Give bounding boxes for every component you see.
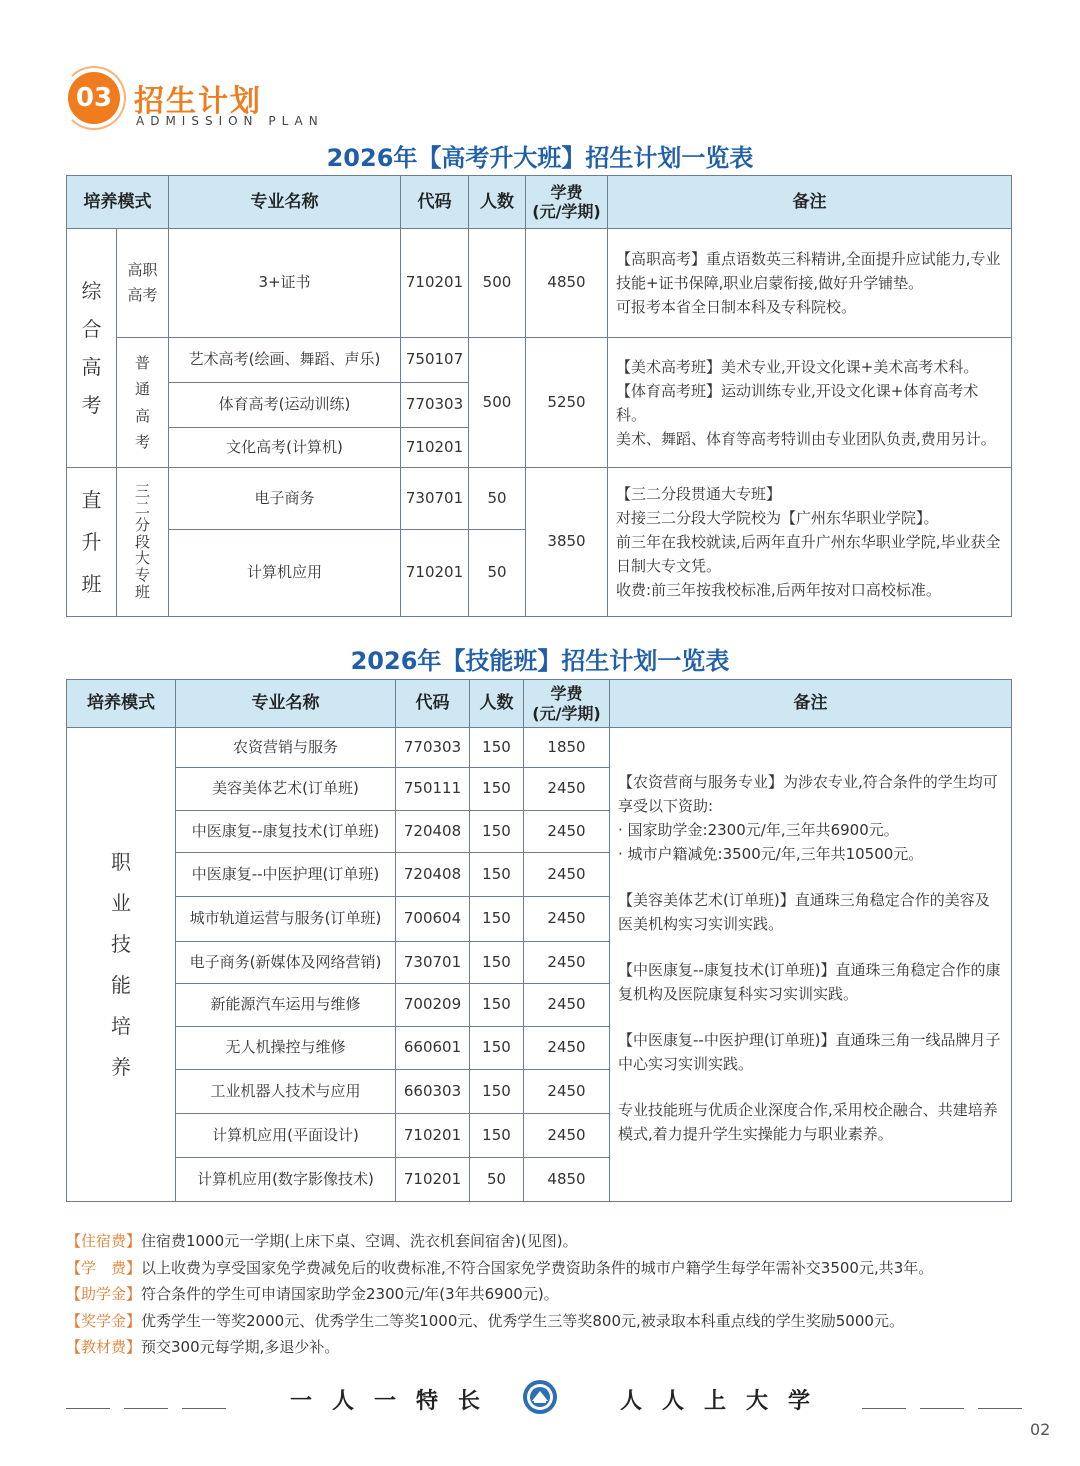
code-cell: 710201	[396, 1158, 470, 1202]
major-cell: 中医康复--康复技术(订单班)	[176, 811, 396, 853]
note-line: 【中医康复--中医护理(订单班)】直通珠三角一线品牌月子中心实习实训实践。	[618, 1031, 1001, 1073]
code-cell: 710201	[401, 229, 469, 338]
note-line: · 城市户籍减免:3500元/年,三年共10500元。	[618, 845, 924, 863]
count-cell: 150	[470, 768, 524, 811]
fee-text: 优秀学生一等奖2000元、优秀学生二等奖1000元、优秀学生三等奖800元,被录取本科重点线的学生奖励5000元。	[141, 1311, 904, 1330]
note-line: 收费:前三年按我校标准,后两年按对口高校标准。	[616, 581, 941, 599]
header-count: 人数	[469, 176, 526, 229]
header-major: 专业名称	[176, 680, 396, 728]
count-cell: 500	[469, 229, 526, 338]
header-code: 代码	[401, 176, 469, 229]
major-cell: 无人机操控与维修	[176, 1027, 396, 1070]
note-line: 专业技能班与优质企业深度合作,采用校企融合、共建培养模式,着力提升学生实操能力与职业素养。	[618, 1101, 998, 1143]
code-cell: 750111	[396, 768, 470, 811]
fee-line	[66, 1308, 1026, 1335]
note-line: 【美术高考班】美术专业,开设文化课+美术高考术科。	[616, 357, 979, 376]
fee-cell: 2450	[524, 853, 610, 897]
fee-cell: 2450	[524, 942, 610, 984]
fee-text: 符合条件的学生可申请国家助学金2300元/年(3年共6900元)。	[141, 1285, 559, 1303]
fee-cell: 5250	[526, 338, 608, 468]
group-comprehensive: 综 合 高 考	[67, 229, 117, 468]
table1	[66, 175, 1012, 617]
code-cell: 770303	[396, 728, 470, 768]
note-line: 【美容美体艺术(订单班)】直通珠三角稳定合作的美容及医美机构实习实训实践。	[618, 891, 990, 933]
code-cell: 770303	[401, 383, 469, 428]
count-cell: 150	[470, 728, 524, 768]
school-emblem-icon	[522, 1379, 558, 1415]
major-cell: 计算机应用	[169, 530, 401, 617]
count-cell: 50	[469, 468, 526, 530]
subgroup-32: 三 二 分 段 大 专 班	[117, 468, 169, 617]
count-cell: 150	[470, 1114, 524, 1158]
count-cell: 50	[470, 1158, 524, 1202]
code-cell: 710201	[401, 428, 469, 468]
code-cell: 660601	[396, 1027, 470, 1070]
major-cell: 体育高考(运动训练)	[169, 383, 401, 428]
table2	[66, 679, 1012, 1202]
fee-text: 以上收费为享受国家免学费减免后的收费标准,不符合国家免学费资助条件的城市户籍学生每学年需补交3500元,共3年。	[141, 1258, 934, 1277]
count-cell: 150	[470, 1027, 524, 1070]
count-cell: 150	[470, 897, 524, 942]
motto-left: 一人一特长	[290, 1388, 501, 1414]
code-cell: 710201	[401, 530, 469, 617]
code-cell: 710201	[396, 1114, 470, 1158]
code-cell: 750107	[401, 338, 469, 383]
code-cell: 730701	[401, 468, 469, 530]
fee-label: 【奖学金】	[66, 1311, 142, 1330]
footer-divider-right	[862, 1394, 1036, 1413]
subgroup-vocational: 高职 高考	[117, 229, 169, 338]
major-cell: 中医康复--中医护理(订单班)	[176, 853, 396, 897]
note-line: 对接三二分段大学院校为【广州东华职业学院】。	[616, 509, 939, 527]
note-line: 【中医康复--康复技术(订单班)】直通珠三角稳定合作的康复机构及医院康复科实习实训实践。	[618, 961, 1001, 1003]
header-mode: 培养模式	[67, 176, 169, 229]
count-cell: 150	[470, 942, 524, 984]
count-cell: 150	[470, 1070, 524, 1114]
major-cell: 文化高考(计算机)	[169, 428, 401, 468]
major-cell: 美容美体艺术(订单班)	[176, 768, 396, 811]
major-cell: 工业机器人技术与应用	[176, 1070, 396, 1114]
fee-cell: 2450	[524, 1070, 610, 1114]
fee-label: 【教材费】	[66, 1338, 142, 1356]
fee-cell: 2450	[524, 1027, 610, 1070]
note-ordinary	[608, 338, 1012, 468]
major-cell: 新能源汽车运用与维修	[176, 984, 396, 1027]
header-mode: 培养模式	[67, 680, 176, 728]
fee-label: 【助学金】	[66, 1285, 142, 1303]
motto-right: 人人上大学	[620, 1388, 831, 1414]
count-cell: 500	[469, 338, 526, 468]
fee-cell: 2450	[524, 984, 610, 1027]
major-cell: 电子商务(新媒体及网络营销)	[176, 942, 396, 984]
header-note: 备注	[610, 680, 1012, 728]
fee-line	[66, 1228, 1026, 1255]
footer-divider-left	[66, 1394, 240, 1413]
code-cell: 660303	[396, 1070, 470, 1114]
fee-cell: 2450	[524, 897, 610, 942]
code-cell: 700604	[396, 897, 470, 942]
note-line: 可报考本省全日制本科及专科院校。	[616, 298, 857, 316]
note-direct	[608, 468, 1012, 617]
note-line: 美术、舞蹈、体育等高考特训由专业团队负责,费用另计。	[616, 429, 996, 448]
note-line: 【农资营商与服务专业】为涉农专业,符合条件的学生均可享受以下资助:	[618, 773, 998, 815]
fee-cell: 4850	[524, 1158, 610, 1202]
code-cell: 730701	[396, 942, 470, 984]
header-fee: 学费 (元/学期)	[524, 680, 610, 728]
major-cell: 3+证书	[169, 229, 401, 338]
fee-label: 【学 费】	[66, 1258, 142, 1277]
table1-title: 2026年【高考升大班】招生计划一览表	[326, 144, 754, 172]
note-line: 【高职高考】重点语数英三科精讲,全面提升应试能力,专业技能+证书保障,职业启蒙衔接,做好升学铺垫。	[616, 250, 1001, 292]
major-cell: 艺术高考(绘画、舞蹈、声乐)	[169, 338, 401, 383]
note-skill	[610, 728, 1012, 1202]
header-count: 人数	[470, 680, 524, 728]
note-line: 前三年在我校就读,后两年直升广州东华职业学院,毕业获全日制大专文凭。	[616, 533, 1001, 575]
major-cell: 计算机应用(数字影像技术)	[176, 1158, 396, 1202]
fee-cell: 2450	[524, 768, 610, 811]
fee-text: 预交300元每学期,多退少补。	[141, 1338, 340, 1356]
fee-cell: 4850	[526, 229, 608, 338]
count-cell: 150	[470, 811, 524, 853]
fee-label: 【住宿费】	[66, 1232, 142, 1250]
count-cell: 150	[470, 984, 524, 1027]
table2-title: 2026年【技能班】招生计划一览表	[350, 647, 730, 675]
major-cell: 电子商务	[169, 468, 401, 530]
major-cell: 农资营销与服务	[176, 728, 396, 768]
code-cell: 720408	[396, 853, 470, 897]
fee-line	[66, 1255, 1026, 1282]
section-number-badge: 03	[68, 72, 120, 124]
subgroup-ordinary: 普 通 高 考	[117, 338, 169, 468]
section-title: 招生计划	[134, 84, 262, 119]
note-line: 【三二分段贯通大专班】	[616, 485, 782, 503]
page-number: 02	[1030, 1420, 1051, 1439]
section-subtitle: ADMISSION PLAN	[136, 114, 324, 128]
header-major: 专业名称	[169, 176, 401, 229]
header-fee: 学费 (元/学期)	[526, 176, 608, 229]
code-cell: 720408	[396, 811, 470, 853]
major-cell: 计算机应用(平面设计)	[176, 1114, 396, 1158]
note-vocational	[608, 229, 1012, 338]
fee-cell: 2450	[524, 811, 610, 853]
count-cell: 150	[470, 853, 524, 897]
major-cell: 城市轨道运营与服务(订单班)	[176, 897, 396, 942]
fee-line	[66, 1334, 1026, 1361]
header-code: 代码	[396, 680, 470, 728]
note-line: 【体育高考班】运动训练专业,开设文化课+体育高考术科。	[616, 381, 979, 424]
group-direct: 直 升 班	[67, 468, 117, 617]
fee-cell: 2450	[524, 1114, 610, 1158]
count-cell: 50	[469, 530, 526, 617]
fee-notes	[66, 1228, 1026, 1361]
note-line: · 国家助学金:2300元/年,三年共6900元。	[618, 821, 899, 839]
fee-cell: 1850	[524, 728, 610, 768]
code-cell: 700209	[396, 984, 470, 1027]
fee-text: 住宿费1000元一学期(上床下桌、空调、洗衣机套间宿舍)(见图)。	[141, 1232, 578, 1250]
header-note: 备注	[608, 176, 1012, 229]
mode-vocational-skill: 职 业 技 能 培 养	[67, 728, 176, 1202]
fee-cell: 3850	[526, 468, 608, 617]
fee-line	[66, 1281, 1026, 1308]
